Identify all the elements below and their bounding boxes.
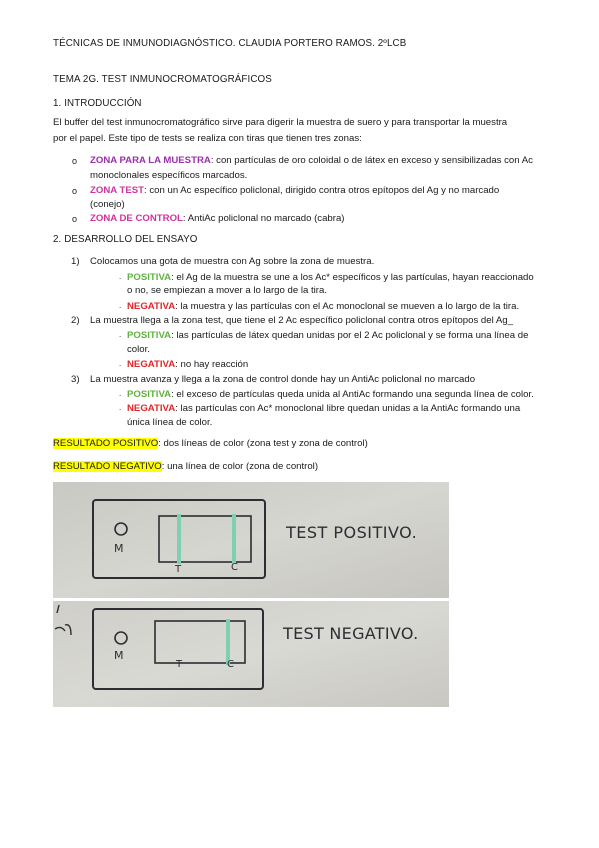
zone-text: : con partículas de oro coloidal o de látex en exceso y sensibilizadas con Ac — [210, 155, 533, 166]
result-negative — [127, 301, 519, 313]
control-letter: C — [227, 659, 234, 670]
summary-text: : dos líneas de color (zona test y zona de control) — [158, 438, 368, 449]
result-negative-summary — [53, 461, 318, 473]
topic-title: TEMA 2G. TEST INMUNOCROMATOGRÁFICOS — [53, 74, 272, 85]
result-negative — [127, 403, 520, 415]
negative-label: NEGATIVA — [127, 301, 176, 312]
sample-letter: M — [114, 542, 124, 555]
negative-label: NEGATIVA — [127, 403, 176, 414]
highlighted-label: RESULTADO NEGATIVO — [53, 461, 162, 472]
result-positive — [127, 272, 534, 284]
list-bullet: o — [72, 156, 78, 166]
intro-paragraph-line-2: por el papel. Este tipo de tests se realiza con tiras que tienen tres zonas: — [53, 133, 362, 144]
section-heading-development: 2. DESARROLLO DEL ENSAYO — [53, 234, 198, 245]
step-number: 3) — [71, 374, 80, 385]
test-letter: T — [176, 659, 183, 670]
zone-text: : AntiAc policlonal no marcado (cabra) — [182, 213, 345, 224]
result-mark: . — [119, 301, 122, 310]
document-header: TÉCNICAS DE INMUNODIAGNÓSTICO. CLAUDIA PORTERO RAMOS. 2ºLCB — [53, 38, 407, 49]
result-positive-cont: color. — [127, 344, 150, 355]
list-bullet: o — [72, 186, 78, 196]
result-mark: . — [119, 389, 122, 398]
zone-item-control — [90, 213, 345, 225]
negative-test-drawing — [53, 601, 449, 707]
positive-test-photo — [53, 482, 449, 598]
positive-label: POSITIVA — [127, 389, 172, 400]
positive-caption: TEST POSITIVO. — [286, 523, 418, 542]
result-positive-summary — [53, 438, 368, 450]
result-negative-cont: única línea de color. — [127, 417, 213, 428]
sample-letter: M — [114, 649, 124, 662]
positive-test-drawing — [53, 482, 449, 598]
result-text: : no hay reacción — [175, 359, 249, 370]
step-number: 1) — [71, 256, 80, 267]
step-number: 2) — [71, 315, 80, 326]
positive-label: POSITIVA — [127, 330, 172, 341]
zone-item-test — [90, 185, 499, 197]
result-text: : el exceso de partículas queda unida al AntiAc formando una segunda línea de color. — [171, 389, 534, 400]
result-mark: . — [119, 359, 122, 368]
zone-item-sample-cont: monoclonales específicos marcados. — [90, 170, 248, 181]
result-mark: . — [119, 272, 122, 281]
negative-label: NEGATIVA — [127, 359, 176, 370]
step-text: La muestra llega a la zona test, que tiene el 2 Ac específico policlonal contra otros epítopos del Ag_ — [90, 315, 513, 326]
negative-caption: TEST NEGATIVO. — [283, 624, 419, 643]
result-positive-cont: o no, se empiezan a mover a lo largo de la tira. — [127, 285, 327, 296]
zone-item-sample — [90, 155, 533, 167]
result-mark: . — [119, 403, 122, 412]
negative-test-photo — [53, 601, 449, 707]
list-bullet: o — [72, 214, 78, 224]
zone-label: ZONA DE CONTROL — [90, 213, 183, 224]
result-negative — [127, 359, 248, 371]
result-text: : la muestra y las partículas con el Ac monoclonal se mueven a lo largo de la tira. — [175, 301, 520, 312]
result-text: : las partículas con Ac* monoclonal libre quedan unidas a la AntiAc formando una — [175, 403, 521, 414]
positive-label: POSITIVA — [127, 272, 172, 283]
step-text: La muestra avanza y llega a la zona de control donde hay un AntiAc policlonal no marcado — [90, 374, 476, 385]
result-positive — [127, 389, 534, 401]
result-text: : el Ag de la muestra se une a los Ac* específicos y las partículas, hayan reaccionado — [171, 272, 534, 283]
paper-background — [53, 601, 449, 707]
control-letter: C — [231, 562, 238, 573]
zone-label: ZONA PARA LA MUESTRA — [90, 155, 211, 166]
result-positive — [127, 330, 528, 342]
section-heading-intro: 1. INTRODUCCIÓN — [53, 98, 142, 109]
highlighted-label: RESULTADO POSITIVO — [53, 438, 159, 449]
test-letter: T — [175, 564, 182, 575]
step-text: Colocamos una gota de muestra con Ag sobre la zona de muestra. — [90, 256, 375, 267]
zone-text: : con un Ac específico policlonal, dirigido contra otros epítopos del Ag y no marcado — [144, 185, 500, 196]
zone-label: ZONA TEST — [90, 185, 145, 196]
summary-text: : una línea de color (zona de control) — [161, 461, 319, 472]
zone-item-test-cont: (conejo) — [90, 199, 125, 210]
result-text: : las partículas de látex quedan unidas por el 2 Ac policlonal y se forma una línea de — [171, 330, 529, 341]
result-mark: . — [119, 330, 122, 339]
intro-paragraph-line-1: El buffer del test inmunocromatográfico sirve para digerir la muestra de suero y para transportar la muestra — [53, 117, 508, 128]
